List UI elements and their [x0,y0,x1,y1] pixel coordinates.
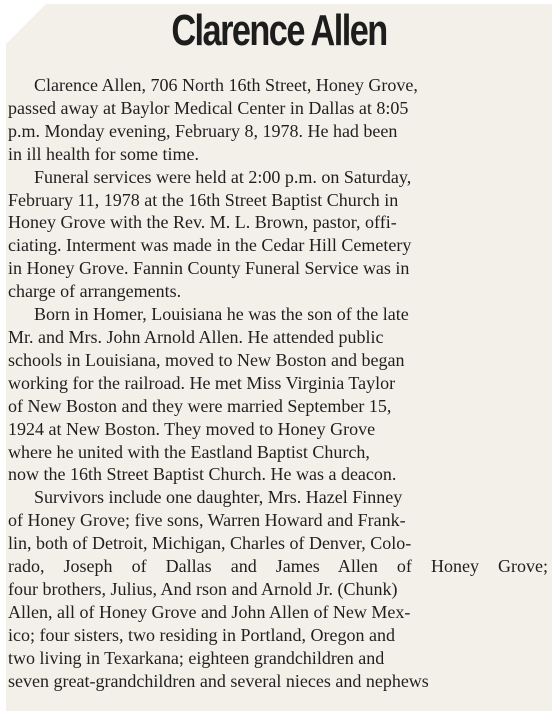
article-body [8,74,548,692]
text-line: of New Boston and they were married September 15, [8,395,392,416]
text-line: seven great-grandchildren and several nieces and nephews [8,670,429,691]
text-line: Survivors include one daughter, Mrs. Hazel Finney [34,487,403,508]
article-paragraph [8,486,548,692]
text-line: passed away at Baylor Medical Center in Dallas at 8:05 [8,97,409,118]
headline: Clarence Allen [171,6,387,55]
text-line: rado, Joseph of Dallas and James Allen of Honey Grove; [8,556,548,577]
text-line: 1924 at New Boston. They moved to Honey Grove [8,418,376,439]
text-line: in Honey Grove. Fannin County Funeral Service was in [8,258,410,279]
text-line: Funeral services were held at 2:00 p.m. on Saturday, [34,166,412,187]
text-line: two living in Texarkana; eighteen grandchildren and [8,647,385,668]
text-line: where he united with the Eastland Baptist Church, [8,441,370,462]
text-line: working for the railroad. He met Miss Virginia Taylor [8,372,396,393]
newspaper-clipping [6,4,552,711]
text-line: ciating. Interment was made in the Cedar Hill Cemetery [8,235,412,256]
text-line: p.m. Monday evening, February 8, 1978. He had been [8,120,398,141]
text-line: schools in Louisiana, moved to New Boston and began [8,349,405,370]
text-line: Clarence Allen, 706 North 16th Street, Honey Grove, [34,75,418,95]
text-line: charge of arrangements. [8,281,182,302]
folded-corner [6,4,46,44]
text-line: February 11, 1978 at the 16th Street Baptist Church in [8,189,399,210]
text-line: of Honey Grove; five sons, Warren Howard and Frank- [8,510,406,531]
article-paragraph [8,74,548,166]
text-line: four brothers, Julius, And rson and Arnold Jr. (Chunk) [8,578,398,599]
text-line: Mr. and Mrs. John Arnold Allen. He attended public [8,326,384,347]
text-line: now the 16th Street Baptist Church. He was a deacon. [8,464,397,485]
text-line: lin, both of Detroit, Michigan, Charles of Denver, Colo- [8,533,412,554]
text-line: ico; four sisters, two residing in Portland, Oregon and [8,624,395,645]
text-line: in ill health for some time. [8,143,199,164]
article-paragraph [8,166,548,303]
text-line: Born in Homer, Louisiana he was the son of the late [34,304,409,325]
text-line: Allen, all of Honey Grove and John Allen of New Mex- [8,601,411,622]
text-line: Honey Grove with the Rev. M. L. Brown, pastor, offi- [8,212,397,233]
article-paragraph [8,303,548,486]
